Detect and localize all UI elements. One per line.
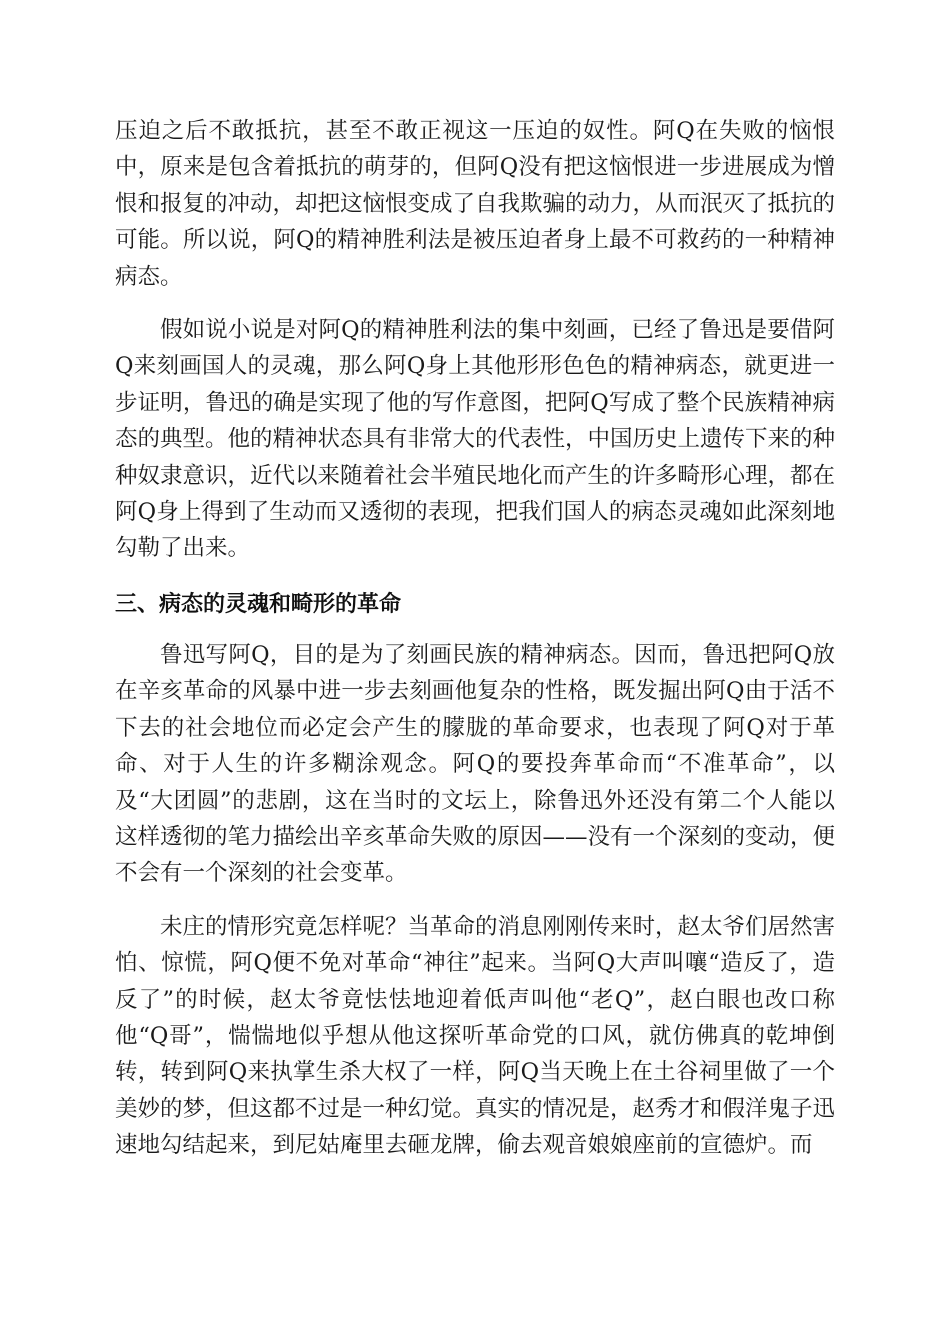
paragraph-continued: 压迫之后不敢抵抗，甚至不敢正视这一压迫的奴性。阿Q在失败的恼恨中，原来是包含着抵抗的萌芽的，但阿Q没有把这恼恨进一步进展成为憎恨和报复的冲动，却把这恼恨变成了自我欺骗的动力，从而泯灭了抵抗的可能。所以说，阿Q的精神胜利法是被压迫者身上最不可救药的一种精神病态。 — [115, 118, 836, 290]
section-heading: 三、病态的灵魂和畸形的革命 — [115, 591, 402, 617]
paragraph: 假如说小说是对阿Q的精神胜利法的集中刻画，已经了鲁迅是要借阿Q来刻画国人的灵魂，那么阿Q身上其他形形色色的精神病态，就更进一步证明，鲁迅的确是实现了他的写作意图，把阿Q写成了整个民族精神病态的典型。他的精神状态具有非常大的代表性，中国历史上遗传下来的种种奴隶意识，近代以来随着社会半殖民地化而产生的许多畸形心理，都在阿Q身上得到了生动而又透彻的表现，把我们国人的病态灵魂如此深刻地勾勒了出来。 — [115, 317, 836, 562]
paragraph: 鲁迅写阿Q，目的是为了刻画民族的精神病态。因而，鲁迅把阿Q放在辛亥革命的风暴中进一步去刻画他复杂的性格，既发掘出阿Q由于活不下去的社会地位而必定会产生的朦胧的革命要求，也表现了阿Q对于革命、对于人生的许多糊涂观念。阿Q的要投奔革命而“不准革命”，以及“大团圆”的悲剧，这在当时的文坛上，除鲁迅外还没有第二个人能以这样透彻的笔力描绘出辛亥革命失败的原因——没有一个深刻的变动，便不会有一个深刻的社会变革。 — [115, 641, 836, 887]
document-page — [115, 113, 835, 1164]
paragraph: 未庄的情形究竟怎样呢？当革命的消息刚刚传来时，赵太爷们居然害怕、惊慌，阿Q便不免对革命“神往”起来。当阿Q大声叫嚷“造反了，造反了”的时候，赵太爷竟怯怯地迎着低声叫他“老Q”，赵白眼也改口称他“Q哥”，惴惴地似乎想从他这探听革命党的口风，就仿佛真的乾坤倒转，转到阿Q来执掌生杀大权了一样，阿Q当天晚上在土谷祠里做了一个美妙的梦，但这都不过是一种幻觉。真实的情况是，赵秀才和假洋鬼子迅速地勾结起来，到尼姑庵里去砸龙牌，偷去观音娘娘座前的宣德炉。而 — [115, 913, 836, 1159]
